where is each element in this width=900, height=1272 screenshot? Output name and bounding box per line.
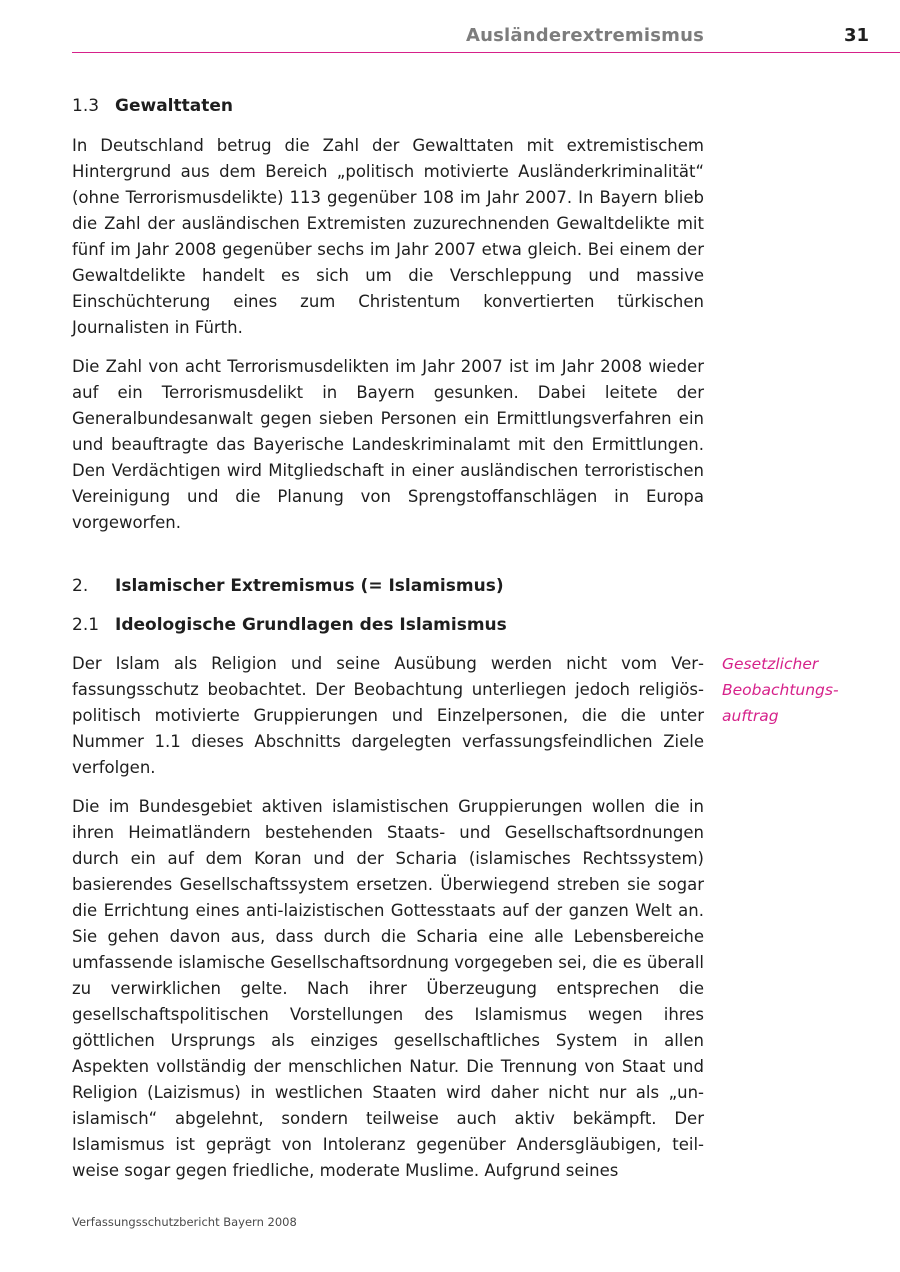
chapter-heading-2	[72, 575, 504, 597]
margin-note-line: Gesetzlicher	[722, 655, 819, 673]
section-title: Gewalttaten	[115, 96, 233, 116]
chapter-number: 2.	[72, 576, 89, 596]
section-heading-2-1	[72, 614, 507, 636]
running-header	[72, 20, 900, 53]
section-number: 1.3	[72, 96, 100, 116]
paragraph-violence-statistics: In Deutschland betrug die Zahl der Gewalttaten mit extremistischem Hintergrund aus dem Bereich „politisch motivierte Ausländerkriminalität“ (ohne Terrorismusdelikte) 113 gegenüber 108 im Jahr 2007. In Bayern blieb die Zahl der ausländischen Extremisten zuzurechnenden Gewaltdelikte mit fünf im Jahr 2008 gegenüber sechs im Jahr 2007 etwa gleich. Bei einem der Gewaltdelikte handelt es sich um die Verschleppung und massive Einschüchterung eines zum Christentum konvertierten türkischen Journalisten in Fürth.	[72, 136, 704, 337]
paragraph-terrorism-offences: Die Zahl von acht Terrorismusdelikten im Jahr 2007 ist im Jahr 2008 wieder auf ein Terrorismusdelikt in Bayern gesunken. Dabei leitete der Generalbundesanwalt gegen sieben Personen ein Ermittlungsverfahren ein und beauftragte das Bayerische Landeskriminalamt mit den Ermittlungen. Den Verdächtigen wird Mitgliedschaft in einer ausländischen terroristischen Vereinigung und die Planung von Sprengstoffanschlägen in Europa vorgeworfen.	[72, 357, 704, 532]
section-title: Ideologische Grundlagen des Islamismus	[115, 615, 507, 635]
running-header-title: Ausländerextremismus	[466, 25, 704, 46]
chapter-title: Islamischer Extremismus (= Islamismus)	[115, 576, 504, 596]
paragraph-observation-mandate: Der Islam als Religion und seine Ausübung werden nicht vom Verfassungsschutz beobachtet. Der Beobachtung unterliegen jedoch religiös-politisch motivierte Gruppierungen und Einzelpersonen, die die unter Nummer 1.1 dieses Abschnitts dargelegten verfassungsfeindlichen Ziele verfolgen.	[72, 654, 704, 777]
page-number: 31	[843, 25, 869, 46]
page-footer: Verfassungsschutzbericht Bayern 2008	[72, 1215, 297, 1229]
section-heading-1-3	[72, 95, 233, 117]
margin-note-line: auftrag	[722, 707, 779, 725]
section-number: 2.1	[72, 615, 100, 635]
margin-note	[722, 651, 872, 729]
paragraph-islamist-goals: Die im Bundesgebiet aktiven islamistischen Gruppierungen wollen die in ihren Heimatländern bestehenden Staats- und Gesellschaftsordnungen durch ein auf dem Koran und der Scharia (islamisches Rechtssystem) basierendes Gesellschaftssystem ersetzen. Überwiegend streben sie sogar die Errichtung eines anti-laizistischen Gottesstaats auf der ganzen Welt an. Sie gehen davon aus, dass durch die Scharia eine alle Lebensbereiche umfassende islamische Gesellschaftsordnung vorgegeben sei, die es überall zu verwirklichen gelte. Nach ihrer Überzeugung entsprechen die gesellschaftspolitischen Vorstellungen des Islamismus wegen ihres göttlichen Ursprungs als einziges gesellschaftliches System in allen Aspekten vollständig der menschlichen Natur. Die Trennung von Staat und Religion (Laizismus) in westlichen Staaten wird daher nicht nur als „un-islamisch“ abgelehnt, sondern teilweise auch aktiv bekämpft. Der Islamismus ist geprägt von Intoleranz gegenüber Andersgläubigen, teilweise sogar gegen friedliche, moderate Muslime. Aufgrund seines	[72, 797, 704, 1180]
margin-note-line: Beobachtungs-	[722, 681, 839, 699]
